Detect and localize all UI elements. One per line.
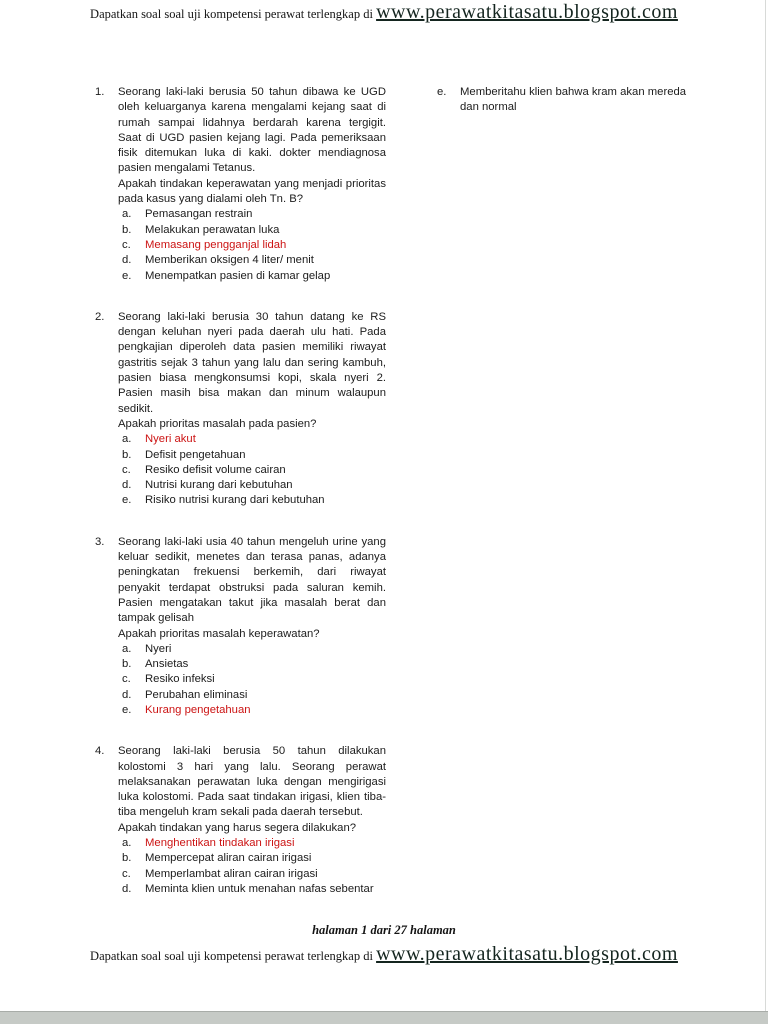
- banner-link[interactable]: www.perawatkitasatu.blogspot.com: [376, 1, 678, 23]
- option-2a: a. Nyeri akut: [122, 433, 196, 446]
- option-4c: c. Memperlambat aliran cairan irigasi: [122, 867, 318, 880]
- page-number-footer: halaman 1 dari 27 halaman: [312, 923, 456, 937]
- question-4: [95, 744, 386, 897]
- question-text: Apakah tindakan yang harus segera dilakukan?: [118, 821, 357, 834]
- option-2d: d. Nutrisi kurang dari kebutuhan: [122, 479, 293, 492]
- option-3d: d. Perubahan eliminasi: [122, 688, 248, 701]
- case-text: Seorang laki-laki berusia 50 tahun dibawa ke UGD oleh keluarganya karena mengalami kejang saat di rumah sampai lidahnya berdarah karena tergigit. Saat di UGD pasien kejang lagi. Pada pemeriksaan fisik ditemukan luka di kaki. dokter mendiagnosa pasien mengalami Tetanus.: [118, 86, 386, 175]
- question-number: 4.: [95, 745, 105, 758]
- options-list: [122, 642, 386, 718]
- option-1d: d. Memberikan oksigen 4 liter/ menit: [122, 254, 314, 267]
- options-list: [122, 432, 386, 508]
- footer-banner: [0, 943, 768, 966]
- case-text: Seorang laki-laki berusia 30 tahun datang ke RS dengan keluhan nyeri pada daerah ulu hati. Pada pengkajian diperoleh data pasien memiliki riwayat gastritis sejak 3 tahun yang lalu dan sering kambuh, pasien biasa mengkonsumsi kopi, skala nyeri 2. Pasien masih bisa makan dan minum walaupun sedikit.: [118, 310, 386, 415]
- scan-artifact-strip: [0, 1011, 768, 1024]
- question-body: [118, 744, 386, 836]
- question-2: [95, 310, 386, 509]
- option-1b: b. Melakukan perawatan luka: [122, 223, 280, 236]
- option-3e: e. Kurang pengetahuan: [122, 703, 251, 716]
- options-list: [122, 836, 386, 897]
- option-2e: e. Risiko nutrisi kurang dari kebutuhan: [122, 494, 325, 507]
- option-1c: c. Memasang pengganjal lidah: [122, 238, 287, 251]
- question-text: Apakah tindakan keperawatan yang menjadi prioritas pada kasus yang dialami oleh Tn. B?: [118, 177, 386, 206]
- option-1e: e. Menempatkan pasien di kamar gelap: [122, 269, 331, 282]
- case-text: Seorang laki-laki usia 40 tahun mengeluh urine yang keluar sedikit, menetes dan terasa panas, adanya peningkatan frekuensi berkemih, dari riwayat penyakit terdapat obstruksi pada saluran kemih. Pasien mengatakan takut jika masalah berat dan tampak gelisah: [118, 535, 386, 625]
- left-column: [95, 85, 386, 923]
- option-1a: a. Pemasangan restrain: [122, 208, 253, 221]
- question-number: 2.: [95, 310, 105, 323]
- option-4e-continued: e. Memberitahu klien bahwa kram akan mereda dan normal: [437, 86, 687, 114]
- option-3c: c. Resiko infeksi: [122, 673, 215, 686]
- option-2b: b. Defisit pengetahuan: [122, 448, 246, 461]
- question-text: Apakah prioritas masalah keperawatan?: [118, 627, 320, 640]
- question-body: [118, 310, 386, 432]
- question-3: [95, 535, 386, 719]
- option-4d: d. Meminta klien untuk menahan nafas sebentar: [122, 882, 374, 895]
- question-number: 1.: [95, 86, 105, 98]
- option-3a: a. Nyeri: [122, 642, 172, 655]
- banner-link[interactable]: www.perawatkitasatu.blogspot.com: [376, 943, 678, 965]
- options-list: [122, 207, 386, 283]
- scan-edge-line: [765, 0, 766, 1011]
- header-banner: [0, 1, 768, 24]
- question-body: [118, 535, 386, 642]
- right-column: [437, 85, 705, 116]
- question-1: [95, 85, 386, 284]
- question-text: Apakah prioritas masalah pada pasien?: [118, 417, 317, 430]
- case-text: Seorang laki-laki berusia 50 tahun dilakukan kolostomi 3 hari yang lalu. Seorang perawat melaksanakan perawatan luka dengan mengirigasi luka kolostomi. Pada saat tindakan irigasi, klien tiba-tiba mengeluh kram sekali pada daerah tersebut.: [118, 745, 386, 819]
- banner-text: Dapatkan soal soal uji kompetensi perawat terlengkap di: [90, 7, 377, 21]
- question-body: [118, 85, 386, 207]
- option-2c: c. Resiko defisit volume cairan: [122, 463, 286, 476]
- option-4a: a. Menghentikan tindakan irigasi: [122, 837, 295, 850]
- question-number: 3.: [95, 535, 105, 548]
- option-4b: b. Mempercepat aliran cairan irigasi: [122, 852, 312, 865]
- option-3b: b. Ansietas: [122, 658, 189, 671]
- banner-text: Dapatkan soal soal uji kompetensi perawat terlengkap di: [90, 949, 377, 963]
- page-content: [95, 85, 705, 923]
